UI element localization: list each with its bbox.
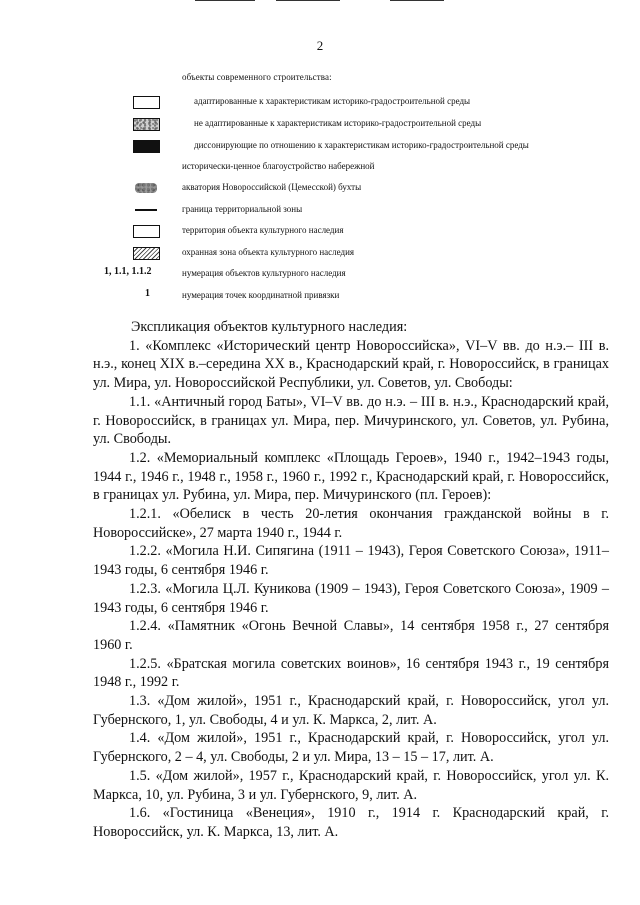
explication-paragraph: 1.5. «Дом жилой», 1957 г., Краснодарский край, г. Новороссийск, угол ул. К. Маркса, 10, ул. Рубина, 3 и ул. Губернского, 9, лит. А.: [93, 767, 609, 803]
legend-item: [0, 202, 640, 218]
legend-label: нумерация объектов культурного наследия: [182, 268, 346, 278]
legend-item: [0, 116, 640, 132]
top-rule-right: [390, 0, 444, 1]
legend-label: охранная зона объекта культурного наследия: [182, 247, 355, 257]
legend-item: [0, 288, 640, 304]
top-rule-left: [195, 0, 255, 1]
legend-swatch-empty: [133, 96, 160, 109]
explication-paragraph: 1. «Комплекс «Исторический центр Новороссийска», VI–V вв. до н.э.– III в. н.э., конец XIX в.–середина XX в., Краснодарский край, г. Новороссийск, в границах ул. Мира, ул. Новороссийской Республики, ул. Советов, ул. Свободы:: [93, 337, 609, 392]
legend-item: [0, 180, 640, 196]
explication-paragraph: 1.2.3. «Могила Ц.Л. Куникова (1909 – 1943), Героя Советского Союза», 1909 – 1943 годы, 6 сентября 1946 г.: [93, 580, 609, 616]
legend-item: [0, 245, 640, 261]
legend-item: [0, 159, 640, 175]
explication-paragraph: 1.6. «Гостиница «Венеция», 1910 г., 1914 г. Краснодарский край, г. Новороссийск, ул. К. Маркса, 13, лит. А.: [93, 805, 609, 840]
legend-item: [0, 138, 640, 154]
legend-swatch-hatch: [133, 247, 160, 260]
legend-label: граница территориальной зоны: [182, 204, 303, 214]
legend-label: исторически-ценное благоустройство набережной: [182, 161, 375, 171]
explication-paragraph: 1.2. «Мемориальный комплекс «Площадь Героев», 1940 г., 1942–1943 годы, 1944 г., 1946 г., 1948 г., 1958 г., 1960 г., 1992 г., Краснодарский край, г. Новороссийск, в границах ул. Рубина, ул. Мира, пер. Мичуринского (пл. Героев):: [93, 449, 609, 504]
legend-label: адаптированные к характеристикам историко-градостроительной среды: [194, 96, 471, 106]
explication-paragraph: 1.2.1. «Обелиск в честь 20-летия окончания гражданской войны в г. Новороссийске», 27 марта 1940 г., 1944 г.: [93, 506, 609, 541]
legend-symbol-text: 1: [145, 288, 150, 299]
legend-symbol-text: 1, 1.1, 1.1.2: [104, 266, 152, 277]
explication-heading: Экспликация объектов культурного наследия:: [131, 319, 408, 335]
top-rule-mid: [276, 0, 340, 1]
legend-heading: объекты современного строительства:: [182, 72, 332, 82]
legend-item: [0, 266, 640, 282]
legend-label: нумерация точек координатной привязки: [182, 290, 340, 300]
page-number: 2: [316, 38, 324, 53]
legend-swatch-empty: [133, 225, 160, 238]
explication-paragraph: 1.2.4. «Памятник «Огонь Вечной Славы», 14 сентября 1958 г., 27 сентября 1960 г.: [93, 618, 609, 653]
explication-paragraph: 1.3. «Дом жилой», 1951 г., Краснодарский край, г. Новороссийск, угол ул. Губернского, 1, ул. Свободы, 4 и ул. К. Маркса, 2, лит. А.: [93, 693, 609, 728]
legend-swatch-black: [133, 140, 160, 153]
explication-paragraph: 1.2.5. «Братская могила советских воинов», 16 сентября 1943 г., 19 сентября 1948 г., 1992 г.: [93, 655, 609, 691]
explication-paragraph: 1.1. «Античный город Баты», VI–V вв. до н.э. – III в. н.э., Краснодарский край, г. Новороссийск, в границах ул. Мира, пер. Мичуринского, ул. Советов, ул. Рубина, ул. Свободы.: [93, 393, 609, 448]
explication-paragraph: 1.4. «Дом жилой», 1951 г., Краснодарский край, г. Новороссийск, угол ул. Губернского, 2 – 4, ул. Свободы, 2 и ул. Мира, 13 – 15 – 17, лит. А.: [93, 730, 609, 766]
legend-item: [0, 223, 640, 239]
legend-label: территория объекта культурного наследия: [182, 225, 344, 235]
legend-label: акватория Новороссийской (Цемесской) бухты: [182, 182, 362, 192]
boundary-line-icon: [135, 209, 157, 210]
legend-swatch-noise: [133, 118, 160, 131]
legend-label: не адаптированные к характеристикам историко-градостроительной среды: [194, 118, 482, 128]
explication-paragraph: 1.2.2. «Могила Н.И. Сипягина (1911 – 1943), Героя Советского Союза», 1911–1943 годы, 6 сентября 1946 г.: [93, 543, 609, 579]
legend-item: [0, 94, 640, 110]
water-blob-icon: [135, 183, 157, 193]
explication-body: [93, 318, 609, 842]
legend-label: диссонирующие по отношению к характеристикам историко-градостроительной среды: [194, 140, 529, 150]
